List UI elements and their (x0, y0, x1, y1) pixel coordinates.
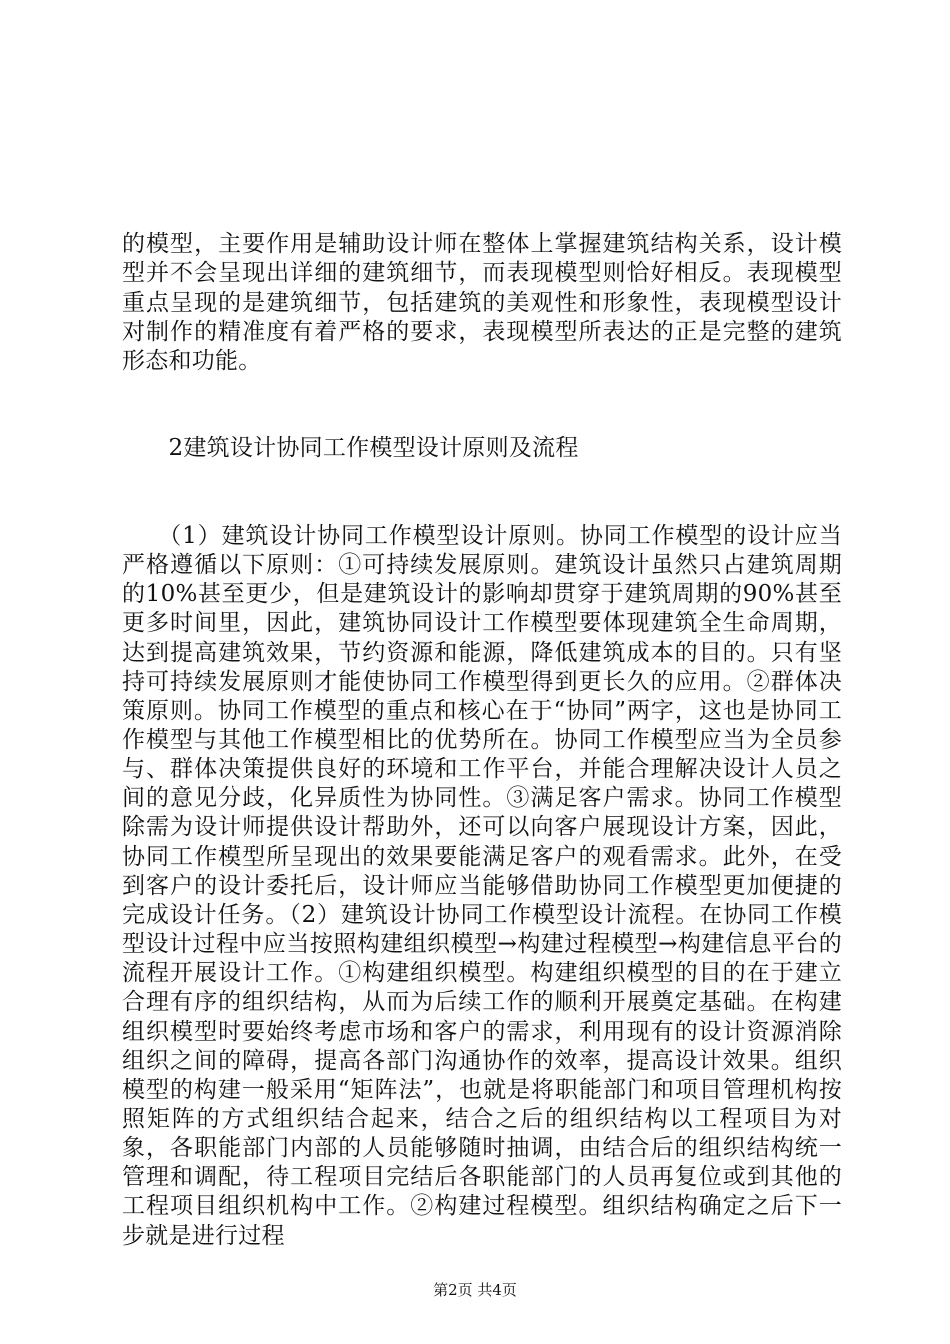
paragraph-principles-and-process: （1）建筑设计协同工作模型设计原则。协同工作模型的设计应当严格遵循以下原则：①可持续发展原则。建筑设计虽然只占建筑周期的10%甚至更少，但是建筑设计的影响却贯穿于建筑周期的90%甚至更多时间里，因此，建筑协同设计工作模型要体现建筑全生命周期，达到提高建筑效果，节约资源和能源，降低建筑成本的目的。只有坚持可持续发展原则才能使协同工作模型得到更长久的应用。②群体决策原则。协同工作模型的重点和核心在于“协同”两字，这也是协同工作模型与其他工作模型相比的优势所在。协同工作模型应当为全员参与、群体决策提供良好的环境和工作平台，并能合理解决设计人员之间的意见分歧，化异质性为协同性。③满足客户需求。协同工作模型除需为设计师提供设计帮助外，还可以向客户展现设计方案，因此，协同工作模型所呈现出的效果要能满足客户的观看需求。此外，在受到客户的设计委托后，设计师应当能够借助协同工作模型更加便捷的完成设计任务。（2）建筑设计协同工作模型设计流程。在协同工作模型设计过程中应当按照构建组织模型→构建过程模型→构建信息平台的流程开展设计工作。①构建组织模型。构建组织模型的目的在于建立合理有序的组织结构，从而为后续工作的顺利开展奠定基础。在构建组织模型时要始终考虑市场和客户的需求，利用现有的设计资源消除组织之间的障碍，提高各部门沟通协作的效率，提高设计效果。组织模型的构建一般采用“矩阵法”，也就是将职能部门和项目管理机构按照矩阵的方式组织结合起来，结合之后的组织结构以工程项目为对象，各职能部门内部的人员能够随时抽调，由结合后的组织结构统一管理和调配，待工程项目完结后各职能部门的人员再复位或到其他的工程项目组织机构中工作。②构建过程模型。组织结构确定之后下一步就是进行过程 (122, 522, 842, 1249)
page-number-footer: 第2页 共4页 (433, 1281, 517, 1299)
section-heading: 2建筑设计协同工作模型设计原则及流程 (122, 435, 579, 462)
document-body (122, 172, 842, 1309)
paragraph-model-types: 的模型，主要作用是辅助设计师在整体上掌握建筑结构关系，设计模型并不会呈现出详细的建筑细节，而表现模型则恰好相反。表现模型重点呈现的是建筑细节，包括建筑的美观性和形象性，表现模型设计对制作的精准度有着严格的要求，表现模型所表达的正是完整的建筑形态和功能。 (122, 231, 842, 374)
